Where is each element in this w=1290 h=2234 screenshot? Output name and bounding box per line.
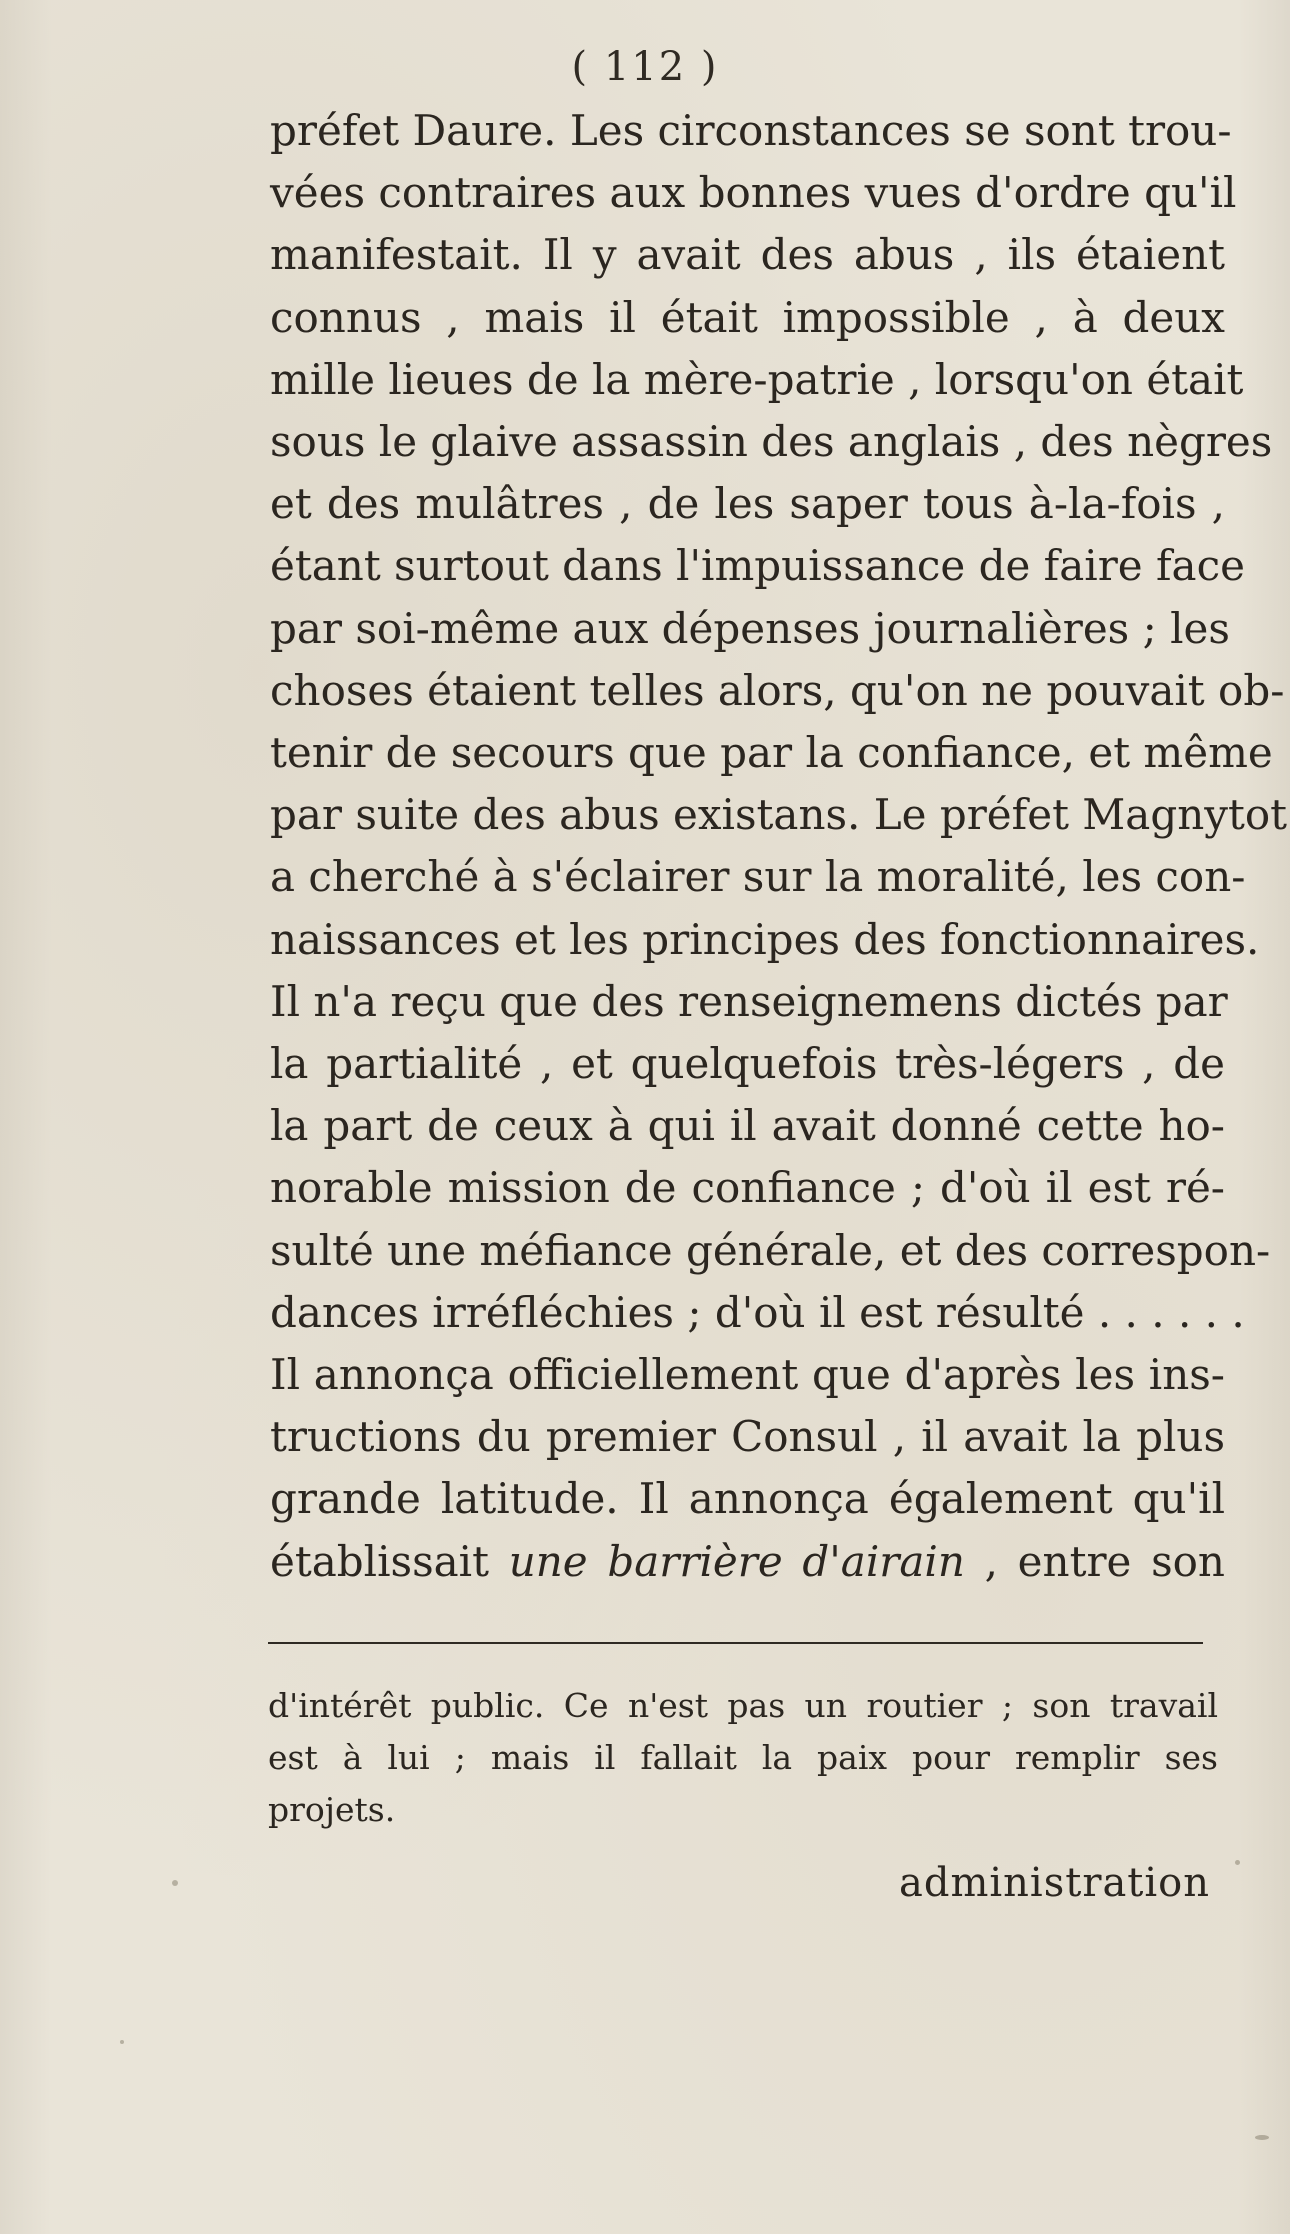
paper-speck <box>172 1880 178 1886</box>
body-line: préfet Daure. Les circonstances se sont trou- <box>270 106 1232 155</box>
body-line: vées contraires aux bonnes vues d'ordre qu'il <box>270 168 1237 218</box>
paper-speck <box>1235 1860 1240 1865</box>
body-line: connus , mais il était impossible , à deux <box>270 292 1225 342</box>
body-line: manifestait. Il y avait des abus , ils étaient <box>270 230 1225 280</box>
body-line: par soi-même aux dépenses journalières ; les <box>270 603 1230 653</box>
body-line: mille lieues de la mère-patrie , lorsqu'on était <box>270 354 1244 404</box>
body-line: tenir de secours que par la confiance, et même <box>270 728 1273 778</box>
body-line: dances irréfléchies ; d'où il est résulté . . . . . . <box>270 1287 1245 1337</box>
footnote <box>268 1680 1218 1836</box>
paper-speck <box>120 2040 124 2044</box>
footnote-line: est à lui ; mais il fallait la paix pour remplir ses <box>268 1738 1218 1777</box>
body-line: étant surtout dans l'impuissance de faire face <box>270 541 1245 591</box>
body-line: Il annonça officiellement que d'après les ins- <box>270 1350 1225 1400</box>
footnote-line: projets. <box>268 1790 396 1829</box>
body-line: et des mulâtres , de les saper tous à-la-fois , <box>270 479 1225 529</box>
body-line: sous le glaive assassin des anglais , des nègres <box>270 417 1273 467</box>
footnote-line: d'intérêt public. Ce n'est pas un routier ; son travail <box>268 1686 1218 1725</box>
last-line-end: , entre son <box>984 1536 1225 1586</box>
catchword: administration <box>898 1860 1210 1906</box>
body-line: tructions du premier Consul , il avait la plus <box>270 1412 1225 1462</box>
body-line: la partialité , et quelquefois très-légers , de <box>270 1039 1225 1089</box>
page-number: ( 112 ) <box>571 44 719 90</box>
last-line-start: établissait <box>270 1536 489 1586</box>
body-line: choses étaient telles alors, qu'on ne pouvait ob- <box>270 665 1285 715</box>
body-line: a cherché à s'éclairer sur la moralité, les con- <box>270 852 1246 902</box>
body-line: naissances et les principes des fonctionnaires. <box>270 914 1260 964</box>
body-line: Il n'a reçu que des renseignemens dictés par <box>270 976 1228 1026</box>
body-line: par suite des abus existans. Le préfet Magnytot <box>270 790 1288 840</box>
paper-speck <box>1255 2135 1269 2140</box>
body-line: la part de ceux à qui il avait donné cette ho- <box>270 1101 1225 1151</box>
body-line: norable mission de confiance ; d'où il est ré- <box>270 1163 1225 1213</box>
footnote-divider <box>268 1642 1203 1644</box>
body-text <box>270 100 1288 1593</box>
italic-phrase: une barrière d'airain <box>508 1536 965 1586</box>
body-line-last <box>270 1531 1225 1593</box>
body-line: sulté une méfiance générale, et des correspon- <box>270 1225 1271 1275</box>
body-line: grande latitude. Il annonça également qu'il <box>270 1474 1225 1524</box>
